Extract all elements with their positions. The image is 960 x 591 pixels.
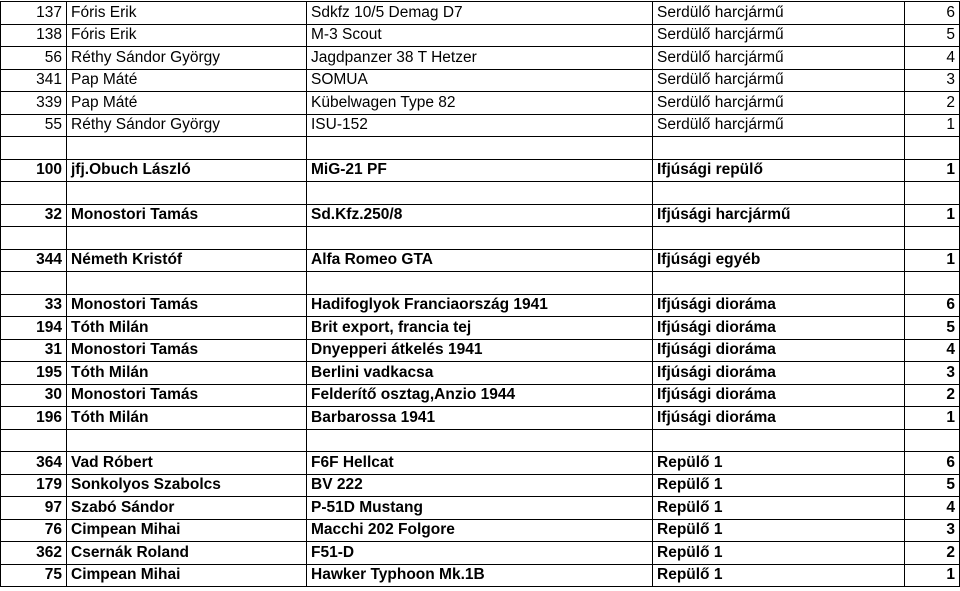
category-cell: Serdülő harcjármű [653,24,905,47]
competitor-name-cell [67,137,307,160]
table-row [1,2,960,25]
placement-cell: 6 [905,2,960,25]
entry-number-cell [1,272,67,295]
placement-cell [905,272,960,295]
entry-number-cell: 339 [1,92,67,115]
category-cell: Serdülő harcjármű [653,69,905,92]
competitor-name-cell: Tóth Milán [67,362,307,385]
placement-cell: 4 [905,339,960,362]
model-title-cell: F51-D [307,542,653,565]
table-row [1,69,960,92]
table-row [1,519,960,542]
entry-number-cell: 56 [1,47,67,70]
entry-number-cell: 33 [1,294,67,317]
model-title-cell: Barbarossa 1941 [307,407,653,430]
category-cell: Repülő 1 [653,474,905,497]
entry-number-cell: 364 [1,452,67,475]
model-title-cell: SOMUA [307,69,653,92]
competitor-name-cell: Réthy Sándor György [67,47,307,70]
competitor-name-cell [67,429,307,452]
model-title-cell: M-3 Scout [307,24,653,47]
model-title-cell: Hawker Typhoon Mk.1B [307,564,653,587]
placement-cell: 1 [905,114,960,137]
competitor-name-cell: Tóth Milán [67,317,307,340]
model-title-cell [307,182,653,205]
category-cell: Ifjúsági egyéb [653,249,905,272]
results-body [1,2,960,587]
table-row [1,384,960,407]
entry-number-cell: 55 [1,114,67,137]
entry-number-cell: 194 [1,317,67,340]
competitor-name-cell: Fóris Erik [67,24,307,47]
category-cell: Repülő 1 [653,519,905,542]
model-title-cell: Hadifoglyok Franciaország 1941 [307,294,653,317]
table-row [1,362,960,385]
table-row [1,47,960,70]
category-cell [653,227,905,250]
table-row [1,564,960,587]
placement-cell: 1 [905,204,960,227]
category-cell [653,137,905,160]
competitor-name-cell: Monostori Tamás [67,294,307,317]
competitor-name-cell [67,272,307,295]
placement-cell: 2 [905,542,960,565]
results-table [0,1,960,587]
category-cell: Ifjúsági harcjármű [653,204,905,227]
model-title-cell: Berlini vadkacsa [307,362,653,385]
model-title-cell [307,272,653,295]
competitor-name-cell [67,182,307,205]
model-title-cell [307,429,653,452]
competitor-name-cell: Csernák Roland [67,542,307,565]
competitor-name-cell: Németh Kristóf [67,249,307,272]
placement-cell: 5 [905,474,960,497]
placement-cell: 1 [905,159,960,182]
competitor-name-cell: Monostori Tamás [67,339,307,362]
placement-cell: 4 [905,497,960,520]
placement-cell: 2 [905,384,960,407]
competitor-name-cell: Monostori Tamás [67,204,307,227]
entry-number-cell: 362 [1,542,67,565]
table-row [1,137,960,160]
model-title-cell: MiG-21 PF [307,159,653,182]
category-cell: Repülő 1 [653,542,905,565]
model-title-cell: Sdkfz 10/5 Demag D7 [307,2,653,25]
competitor-name-cell: Cimpean Mihai [67,519,307,542]
entry-number-cell: 179 [1,474,67,497]
placement-cell: 3 [905,519,960,542]
model-title-cell: ISU-152 [307,114,653,137]
competitor-name-cell [67,227,307,250]
model-title-cell [307,137,653,160]
table-row [1,114,960,137]
competitor-name-cell: Sonkolyos Szabolcs [67,474,307,497]
competitor-name-cell: Monostori Tamás [67,384,307,407]
entry-number-cell: 344 [1,249,67,272]
competitor-name-cell: Pap Máté [67,92,307,115]
category-cell: Repülő 1 [653,497,905,520]
table-row [1,317,960,340]
model-title-cell: Alfa Romeo GTA [307,249,653,272]
placement-cell: 3 [905,362,960,385]
table-row [1,92,960,115]
category-cell: Ifjúsági repülő [653,159,905,182]
placement-cell [905,227,960,250]
table-row [1,542,960,565]
model-title-cell: P-51D Mustang [307,497,653,520]
table-row [1,182,960,205]
category-cell: Ifjúsági dioráma [653,339,905,362]
placement-cell: 5 [905,24,960,47]
competitor-name-cell: Vad Róbert [67,452,307,475]
category-cell: Ifjúsági dioráma [653,362,905,385]
entry-number-cell: 195 [1,362,67,385]
category-cell [653,182,905,205]
placement-cell: 5 [905,317,960,340]
placement-cell: 2 [905,92,960,115]
category-cell [653,272,905,295]
category-cell: Repülő 1 [653,564,905,587]
entry-number-cell: 32 [1,204,67,227]
category-cell: Serdülő harcjármű [653,114,905,137]
table-row [1,339,960,362]
model-title-cell: F6F Hellcat [307,452,653,475]
table-row [1,429,960,452]
placement-cell: 6 [905,452,960,475]
entry-number-cell: 30 [1,384,67,407]
entry-number-cell [1,137,67,160]
table-row [1,407,960,430]
category-cell: Repülő 1 [653,452,905,475]
table-row [1,249,960,272]
entry-number-cell: 341 [1,69,67,92]
placement-cell [905,137,960,160]
table-row [1,204,960,227]
model-title-cell: Kübelwagen Type 82 [307,92,653,115]
competitor-name-cell: Réthy Sándor György [67,114,307,137]
model-title-cell: Jagdpanzer 38 T Hetzer [307,47,653,70]
model-title-cell: Dnyepperi átkelés 1941 [307,339,653,362]
entry-number-cell: 76 [1,519,67,542]
placement-cell: 6 [905,294,960,317]
competitor-name-cell: jfj.Obuch László [67,159,307,182]
model-title-cell: Sd.Kfz.250/8 [307,204,653,227]
category-cell: Ifjúsági dioráma [653,317,905,340]
table-row [1,294,960,317]
table-row [1,474,960,497]
category-cell: Serdülő harcjármű [653,2,905,25]
category-cell: Ifjúsági dioráma [653,294,905,317]
table-row [1,24,960,47]
entry-number-cell: 196 [1,407,67,430]
category-cell: Serdülő harcjármű [653,47,905,70]
entry-number-cell: 31 [1,339,67,362]
competitor-name-cell: Cimpean Mihai [67,564,307,587]
placement-cell: 3 [905,69,960,92]
entry-number-cell [1,429,67,452]
placement-cell [905,429,960,452]
model-title-cell: BV 222 [307,474,653,497]
placement-cell: 1 [905,249,960,272]
table-row [1,497,960,520]
entry-number-cell: 100 [1,159,67,182]
competitor-name-cell: Fóris Erik [67,2,307,25]
model-title-cell [307,227,653,250]
entry-number-cell: 137 [1,2,67,25]
entry-number-cell [1,227,67,250]
model-title-cell: Brit export, francia tej [307,317,653,340]
placement-cell: 4 [905,47,960,70]
category-cell: Ifjúsági dioráma [653,384,905,407]
entry-number-cell: 75 [1,564,67,587]
table-row [1,452,960,475]
model-title-cell: Felderítő osztag,Anzio 1944 [307,384,653,407]
entry-number-cell [1,182,67,205]
table-row [1,227,960,250]
table-row [1,159,960,182]
competitor-name-cell: Tóth Milán [67,407,307,430]
table-row [1,272,960,295]
placement-cell: 1 [905,407,960,430]
placement-cell [905,182,960,205]
category-cell: Ifjúsági dioráma [653,407,905,430]
competitor-name-cell: Pap Máté [67,69,307,92]
model-title-cell: Macchi 202 Folgore [307,519,653,542]
entry-number-cell: 138 [1,24,67,47]
competitor-name-cell: Szabó Sándor [67,497,307,520]
entry-number-cell: 97 [1,497,67,520]
placement-cell: 1 [905,564,960,587]
category-cell: Serdülő harcjármű [653,92,905,115]
category-cell [653,429,905,452]
